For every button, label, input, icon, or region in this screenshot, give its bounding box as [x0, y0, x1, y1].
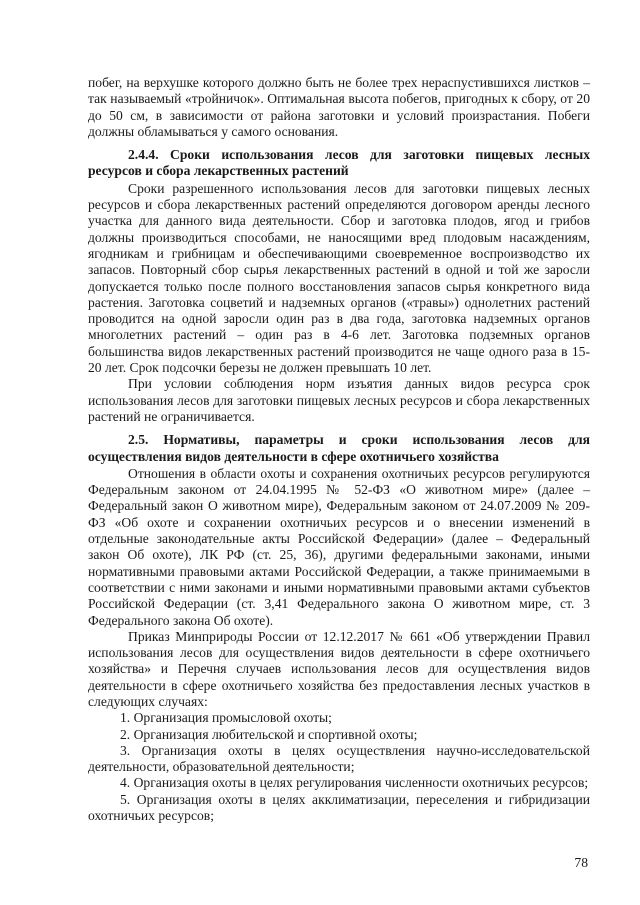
list-item: 4. Организация охоты в целях регулирования численности охотничьих ресурсов; — [120, 775, 589, 791]
list-item: 2. Организация любительской и спортивной охоты; — [120, 726, 418, 742]
paragraph-hunting-law: Отношения в области охоты и сохранения охотничьих ресурсов регулируются Федеральным законом от 24.04.1995 № 52-ФЗ «О животном мире» (далее – Федеральный закон О животном мире), Федеральным законом от 24.07.2009 № 209-ФЗ «Об охоте и сохранении охотничьих ресурсов и о внесении изменений в отдельные законодательные акты Российской Федерации» (далее – Федеральный закон Об охоте), ЛК РФ (ст. 25, 36), другими федеральными законами, иными нормативными правовыми актами Российской Федерации, а также принимаемыми в соответствии с ними законами и иными нормативными правовыми актами субъектов Российской Федерации (ст. 3,41 Федерального закона О животном мире, ст. 3 Федерального закона Об охоте). — [88, 465, 590, 628]
list-item: 3. Организация охоты в целях осуществления научно-исследовательской деятельности, образовательной деятельности; — [88, 742, 590, 775]
page-number: 78 — [574, 855, 588, 870]
section-heading-2-4-4: 2.4.4. Сроки использования лесов для заготовки пищевых лесных ресурсов и сбора лекарственных растений — [88, 147, 590, 179]
page-body — [88, 75, 590, 824]
list-item: 5. Организация охоты в целях акклиматизации, переселения и гибридизации охотничьих ресурсов; — [88, 791, 590, 824]
section-heading-2-5: 2.5. Нормативы, параметры и сроки использования лесов для осуществления видов деятельности в сфере охотничьего хозяйства — [88, 432, 590, 464]
paragraph-terms: Сроки разрешенного использования лесов для заготовки пищевых лесных ресурсов и сбора лекарственных растений определяются договором аренды лесного участка для данного вида деятельности. Сбор и заготовка плодов, ягод и грибов должны производиться способами, не наносящими вред плодовым насаждениям, ягодникам и грибницам и обеспечивающими своевременное воспроизводство их запасов. Повторный сбор сырья лекарственных растений в одной и той же заросли допускается только после полного восстановления запасов сырья конкретного вида растения. Заготовка соцветий и надземных органов («травы») однолетних растений проводится на одной заросли один раз в два года, заготовка надземных органов многолетних растений – один раз в 4-6 лет. Заготовка подземных органов большинства видов лекарственных растений производится не чаще одного раза в 15-20 лет. Срок подсочки березы не должен превышать 10 лет. — [88, 180, 590, 376]
paragraph-continuation: побег, на верхушке которого должно быть не более трех нераспустившихся листков – так называемый «тройничок». Оптимальная высота побегов, пригодных к сбору, от 20 до 50 см, в зависимости от района заготовки и условий произрастания. Побеги должны обламываться у самого основания. — [88, 75, 590, 139]
list-item: 1. Организация промысловой охоты; — [120, 710, 332, 726]
paragraph-order-661: Приказ Минприроды России от 12.12.2017 № 661 «Об утверждении Правил использования лесов для осуществления видов деятельности в сфере охотничьего хозяйства» и Перечня случаев использования лесов для осуществления видов деятельности в сфере охотничьего хозяйства без предоставления лесных участков в следующих случаях: — [88, 628, 590, 709]
paragraph-no-limit: При условии соблюдения норм изъятия данных видов ресурса срок использования лесов для заготовки пищевых лесных ресурсов и сбора лекарственных растений не ограничивается. — [88, 376, 590, 424]
